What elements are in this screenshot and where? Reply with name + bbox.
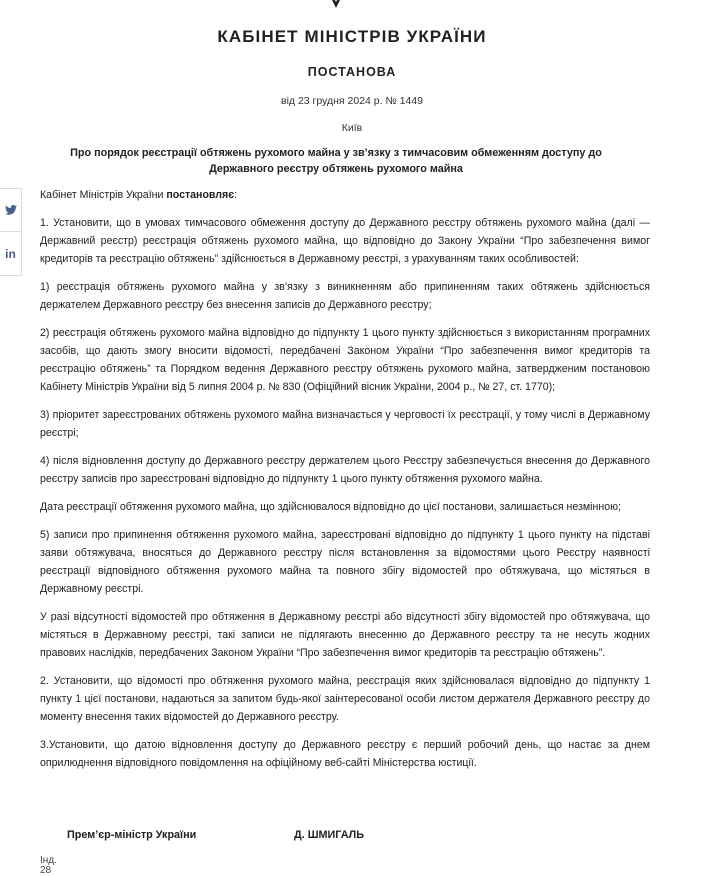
cutoff-index-text — [40, 855, 70, 876]
body-paragraph: 1) реєстрація обтяжень рухомого майна у зв’язку з виникненням або припиненням таких обтяжень здійснюється держателем Державного реєстру без внесення записів до Державного реєстру; — [40, 281, 650, 311]
intro-suffix: : — [234, 189, 238, 201]
body-paragraph: 4) після відновлення доступу до Державного реєстру держателем цього Реєстру забезпечується внесення до Державного реєстру записів про зареєстровані відповідно до підпункту 1 цього пункту обтяження рухомого майна. — [40, 455, 650, 485]
document-title-line-1: Про порядок реєстрації обтяжень рухомого майна у зв’язку з тимчасовим обмеженням доступу до — [70, 147, 602, 159]
body-paragraph: У разі відсутності відомостей про обтяження в Державному реєстрі або відсутності збігу відомостей про обтяжувача, що містяться в Державному реєстрі, такі записи не підлягають внесенню до Державного реєстру та не несуть жодних правових наслідків, передбачених Законом України “Про забезпечення вимог кредиторів та реєстрацію обтяжень”. — [40, 611, 650, 659]
document-city: Київ — [341, 122, 363, 134]
body-paragraph: 5) записи про припинення обтяження рухомого майна, зареєстровані відповідно до підпункту 1 цього пункту на підставі заяви обтяжувача, вносяться до Державного реєстру після встановлення за відомостями цього Реєстру наявності реєстрації відповідного обтяження рухомого майна та повного збігу відомостей про обтяжувача, що містяться в Державному реєстрі. — [40, 529, 650, 595]
trident-emblem-icon — [327, 0, 345, 10]
body-paragraph: 2) реєстрація обтяжень рухомого майна відповідно до підпункту 1 цього пункту здійснюється з використанням програмних засобів, що дають змогу вносити відомості, передбачені Законом України “Про забезпечення вимог кредиторів та реєстрацію обтяжень” та Порядком ведення Державного реєстру обтяжень рухомого майна, затвердженим постановою Кабінету Міністрів України від 5 липня 2004 р. № 830 (Офіційний вісник України, 2004 р., № 27, ст. 1770); — [40, 327, 650, 393]
document-title-line-2: Державного реєстру обтяжень рухомого майна — [209, 163, 463, 175]
linkedin-icon: in — [5, 246, 16, 261]
organization-name: КАБІНЕТ МІНІСТРІВ УКРАЇНИ — [217, 27, 487, 46]
intro-prefix: Кабінет Міністрів України — [40, 189, 167, 201]
cutoff-index-label: Інд. 28 — [40, 855, 57, 876]
signatory-position: Прем’єр-міністр України — [67, 829, 197, 841]
intro-paragraph — [40, 186, 650, 204]
body-paragraph: Дата реєстрації обтяження рухомого майна, що здійснювалося відповідно до цієї постанови, залишається незмінною; — [40, 501, 621, 513]
document-body — [40, 186, 650, 782]
document-date: від 23 грудня 2024 р. № 1449 — [280, 95, 424, 107]
intro-decree-word: постановляє — [166, 189, 235, 201]
share-bar — [0, 188, 23, 276]
twitter-icon — [5, 205, 17, 215]
body-paragraph: 2. Установити, що відомості про обтяження рухомого майна, реєстрація яких здійснювалася відповідно до підпункту 1 пункту 1 цієї постанови, надаються за запитом будь-якої заінтересованої особи листом держателя Державного реєстру до моменту внесення таких відомостей до Державного реєстру. — [40, 675, 650, 723]
body-paragraph: 1. Установити, що в умовах тимчасового обмеження доступу до Державного реєстру обтяжень рухомого майна (далі — Державний реєстр) реєстрація обтяжень рухомого майна, що відповідно до Закону України “Про забезпечення вимог кредиторів та реєстрацію обтяжень” здійснюється в Державному реєстрі, з урахуванням таких особливостей: — [40, 217, 650, 265]
body-paragraph: 3.Установити, що датою відновлення доступу до Державного реєстру є перший робочий день, що настає за днем оприлюднення відповідного повідомлення на офіційному веб-сайті Міністерства юстиції. — [40, 739, 650, 769]
twitter-share-button[interactable] — [0, 188, 22, 232]
linkedin-share-button[interactable] — [0, 232, 22, 276]
document-title — [70, 145, 602, 177]
signatory-name: Д. ШМИГАЛЬ — [294, 829, 365, 841]
body-paragraph: 3) пріоритет зареєстрованих обтяжень рухомого майна визначається у черговості їх реєстрації, у тому числі в Державному реєстрі; — [40, 409, 650, 439]
document-type: ПОСТАНОВА — [307, 65, 397, 79]
